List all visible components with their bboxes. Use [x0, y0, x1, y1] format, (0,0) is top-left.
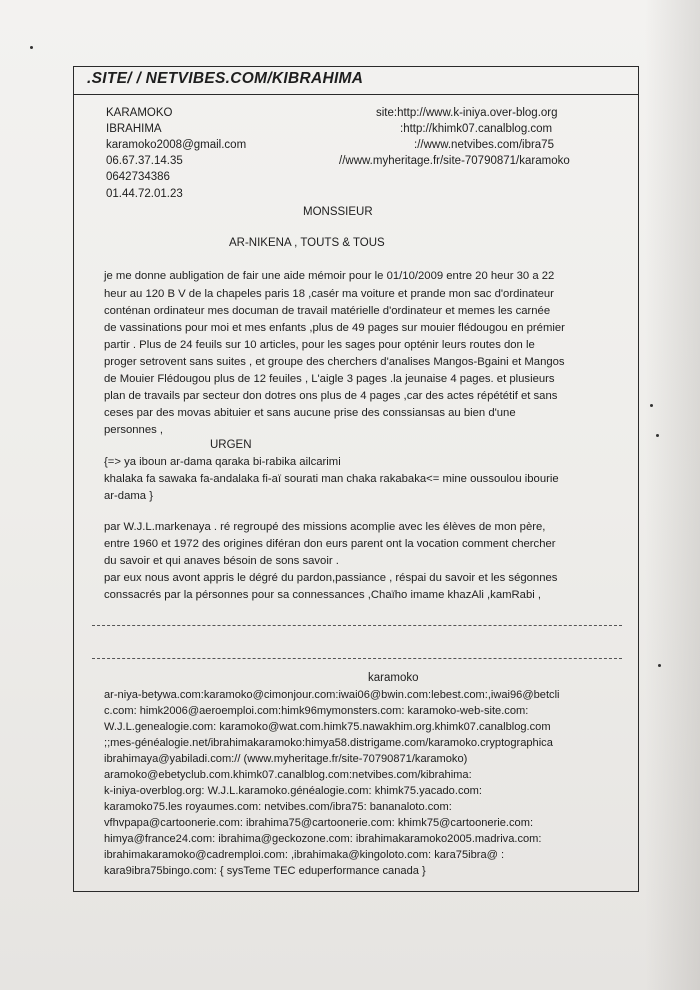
signature: karamoko [368, 672, 419, 684]
paper-fold-shadow [645, 0, 700, 990]
salutation: MONSSIEUR [303, 206, 373, 218]
body2-line: par eux nous avont appris le dégré du pardon,passiance , réspai du savoir et les ségonnes [104, 572, 558, 584]
footer-line: ibrahimaya@yabiladi.com:// (www.myheritage.fr/site-70790871/karamoko) [104, 753, 468, 765]
contact-site: site:http://www.k-iniya.over-blog.org [376, 107, 558, 119]
header-title: .SITE/ / NETVIBES.COM/KIBRAHIMA [87, 70, 364, 87]
contact-phone: 01.44.72.01.23 [106, 188, 183, 200]
contact-phone: 0642734386 [106, 171, 170, 183]
footer-line: aramoko@ebetyclub.com.khimk07.canalblog.com:netvibes.com/kibrahima: [104, 769, 472, 781]
footer-line: kara9ibra75bingo.com: { sysTeme TEC eduperformance canada } [104, 865, 426, 877]
contact-site: :http://khimk07.canalblog.com [400, 123, 553, 135]
body-line: de vassinations pour moi et mes enfants ,plus de 49 pages sur mouier flédougou en prémier [104, 322, 565, 334]
footer-line: himya@france24.com: ibrahima@geckozone.com: ibrahimakaramoko2005.madriva.com: [104, 833, 542, 845]
footer-line: W.J.L.genealogie.com: karamoko@wat.com.himk75.nawakhim.org.khimk07.canalblog.com [104, 721, 551, 733]
header-rule [73, 94, 639, 95]
ink-speck [658, 664, 661, 667]
body-line: partir . Plus de 24 feuils sur 10 articles, pour les sages pour opténir leurs routes don le [104, 339, 535, 351]
body-line: ceses par des movas abituier et sans aucune prise des conssiansas au bien d'une [104, 407, 516, 419]
footer-line: ibrahimakaramoko@cadremploi.com: ,ibrahimaka@kingoloto.com: kara75ibra@ : [104, 849, 505, 861]
arabic-line: khalaka fa sawaka fa-andalaka fi-aï sourati man chaka rakabaka<= mine oussoulou ibourie [104, 473, 559, 485]
body-line: de Mouier Flédougou plus de 12 feuiles , L'aigle 3 pages .la jeunaise 4 pages. et plusieurs [104, 373, 555, 385]
arabic-line: {=> ya iboun ar-dama qaraka bi-rabika ailcarimi [104, 456, 341, 468]
body2-line: du savoir et qui anaves bésoin de sons savoir . [104, 555, 339, 567]
footer-line: ;;mes-généalogie.net/ibrahimakaramoko:himya58.distrigame.com/karamoko.cryptographica [104, 737, 553, 749]
arabic-line: ar-dama } [104, 490, 153, 502]
footer-line: vfhvpapa@cartoonerie.com: ibrahima75@cartoonerie.com: khimk75@cartoonerie.com: [104, 817, 534, 829]
urgent-label: URGEN [210, 439, 252, 451]
footer-line: karamoko75.les royaumes.com: netvibes.com/ibra75: bananaloto.com: [104, 801, 452, 813]
dashed-separator [92, 658, 622, 659]
ink-speck [650, 404, 653, 407]
contact-site: //www.myheritage.fr/site-70790871/karamoko [339, 155, 570, 167]
ink-speck [30, 46, 33, 49]
contact-surname: KARAMOKO [106, 107, 173, 119]
dashed-separator [92, 625, 622, 626]
addressee: AR-NIKENA , TOUTS & TOUS [229, 237, 385, 249]
body2-line: entre 1960 et 1972 des origines diféran don eurs parent ont la vocation comment chercher [104, 538, 556, 550]
footer-line: c.com: himk2006@aeroemploi.com:himk96mymonsters.com: karamoko-web-site.com: [104, 705, 529, 717]
ink-speck [656, 434, 659, 437]
body-line: conténan ordinateur mes documan de travail matérielle d'ordinateur et memes les carnée [104, 305, 551, 317]
footer-line: ar-niya-betywa.com:karamoko@cimonjour.com:iwai06@bwin.com:lebest.com:,iwai96@betcli [104, 689, 560, 701]
body-line: proger setrovent sans suites , et groupe des cherchers d'analises Mangos-Bgaini et Mangos [104, 356, 565, 368]
body2-line: par W.J.L.markenaya . ré regroupé des missions acomplie avec les élèves de mon père, [104, 521, 546, 533]
body-line: je me donne aubligation de fair une aide mémoir pour le 01/10/2009 entre 20 heur 30 a 22 [104, 270, 555, 282]
contact-phone: 06.67.37.14.35 [106, 155, 183, 167]
body-line: heur au 120 B V de la chapeles paris 18 ,casér ma voiture et prande mon sac d'ordinateur [104, 288, 554, 300]
body-line: personnes , [104, 424, 164, 436]
contact-email: karamoko2008@gmail.com [106, 139, 247, 151]
footer-line: k-iniya-overblog.org: W.J.L.karamoko.généalogie.com: khimk75.yacado.com: [104, 785, 482, 797]
body2-line: conssacrés par la pérsonnes pour sa connessances ,Chaïho imame khazAli ,kamRabi , [104, 589, 542, 601]
contact-site: ://www.netvibes.com/ibra75 [414, 139, 554, 151]
contact-firstname: IBRAHIMA [106, 123, 162, 135]
body-line: plan de travails par secteur don dotres ons plus de 4 pages ,car des actes répététif et sans [104, 390, 558, 402]
